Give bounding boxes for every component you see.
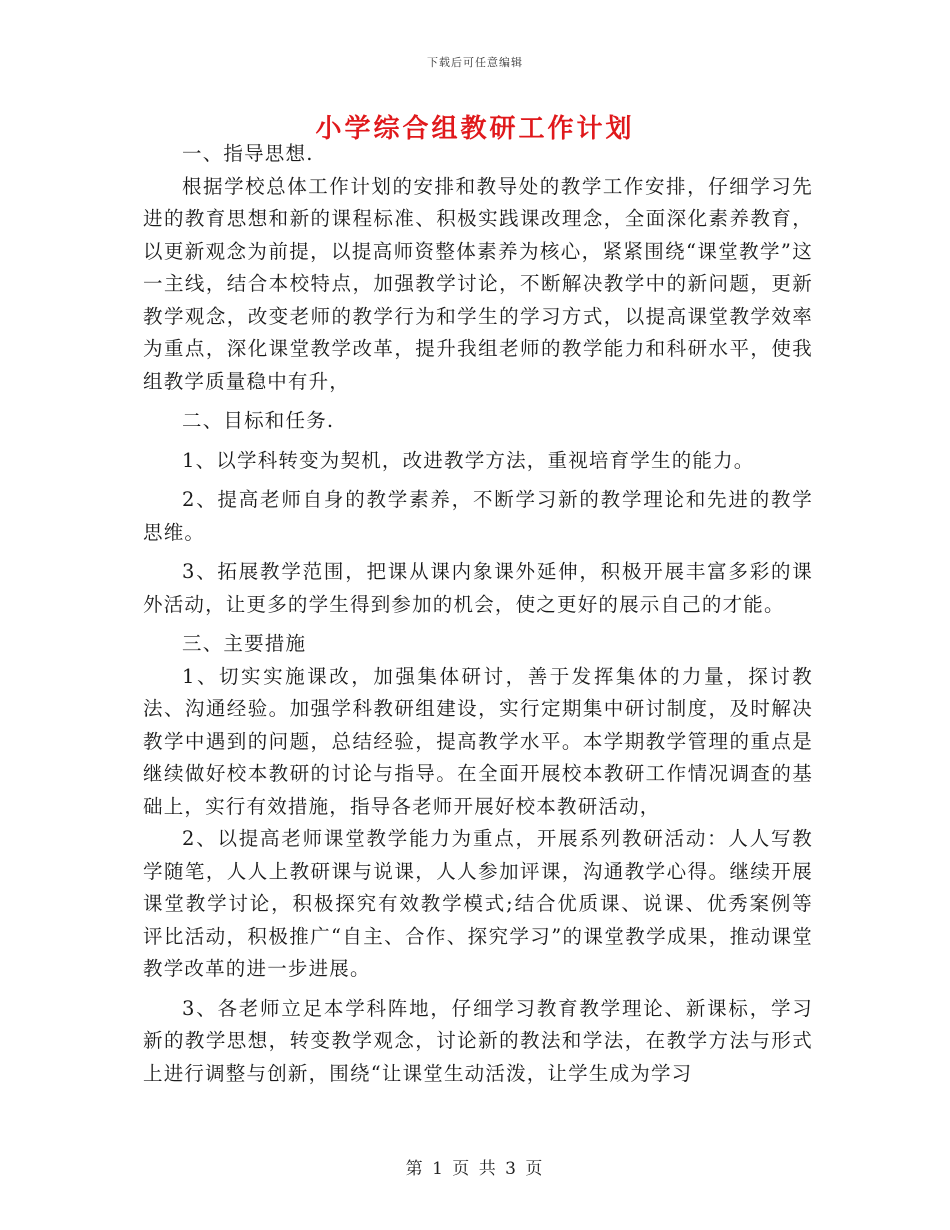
page-number: 第 1 页 共 3 页 (405, 1159, 545, 1179)
paragraph-goal-2: 2、提高老师自身的教学素养，不断学习新的教学理论和先进的教学思维。 (143, 488, 813, 544)
paragraph-guiding-thought: 根据学校总体工作计划的安排和教导处的教学工作安排，仔细学习先进的教育思想和新的课程标准、积极实践课改理念，全面深化素养教育，以更新观念为前提，以提高师资整体素养为核心，紧紧围绕“课堂教学”这一主线，结合本校特点，加强教学讨论，不断解决教学中的新问题，更新教学观念，改变老师的教学行为和学生的学习方式，以提高课堂教学效率为重点，深化课堂教学改革，提升我组老师的教学能力和科研水平，使我组教学质量稳中有升， (143, 174, 813, 393)
paragraph-goal-3: 3、拓展教学范围，把课从课内象课外延伸，积极开展丰富多彩的课外活动，让更多的学生得到参加的机会，使之更好的展示自己的才能。 (143, 560, 813, 616)
section-heading-measures: 三、主要措施 (182, 632, 307, 655)
paragraph-measure-1: 1、切实实施课改，加强集体研讨，善于发挥集体的力量，探讨教法、沟通经验。加强学科教研组建设，实行定期集中研讨制度，及时解决教学中遇到的问题，总结经验，提高教学水平。本学期教学管理的重点是继续做好校本教研的讨论与指导。在全面开展校本教研工作情况调查的基础上，实行有效措施，指导各老师开展好校本教研活动， (143, 664, 813, 818)
section-heading-guiding-thought: 一、指导思想. (182, 142, 314, 165)
document-title: 小学综合组教研工作计划 (315, 114, 635, 144)
paragraph-goal-1: 1、以学科转变为契机，改进教学方法，重视培育学生的能力。 (182, 448, 755, 472)
paragraph-measure-2: 2、以提高老师课堂教学能力为重点，开展系列教研活动：人人写教学随笔，人人上教研课与说课，人人参加评课，沟通教学心得。继续开展课堂教学讨论，积极探究有效教学模式;结合优质课、说课、优秀案例等评比活动，积极推广“自主、合作、探究学习”的课堂教学成果，推动课堂教学改革的进一步进展。 (143, 827, 813, 980)
document-body (143, 138, 813, 1090)
paragraph-measure-3: 3、各老师立足本学科阵地，仔细学习教育教学理论、新课标，学习新的教学思想，转变教学观念，讨论新的教法和学法，在教学方法与形式上进行调整与创新，围绕“让课堂生动活泼，让学生成为学习 (143, 996, 813, 1085)
header-note: 下载后可任意编辑 (427, 56, 523, 69)
section-heading-goals: 二、目标和任务. (182, 409, 335, 432)
